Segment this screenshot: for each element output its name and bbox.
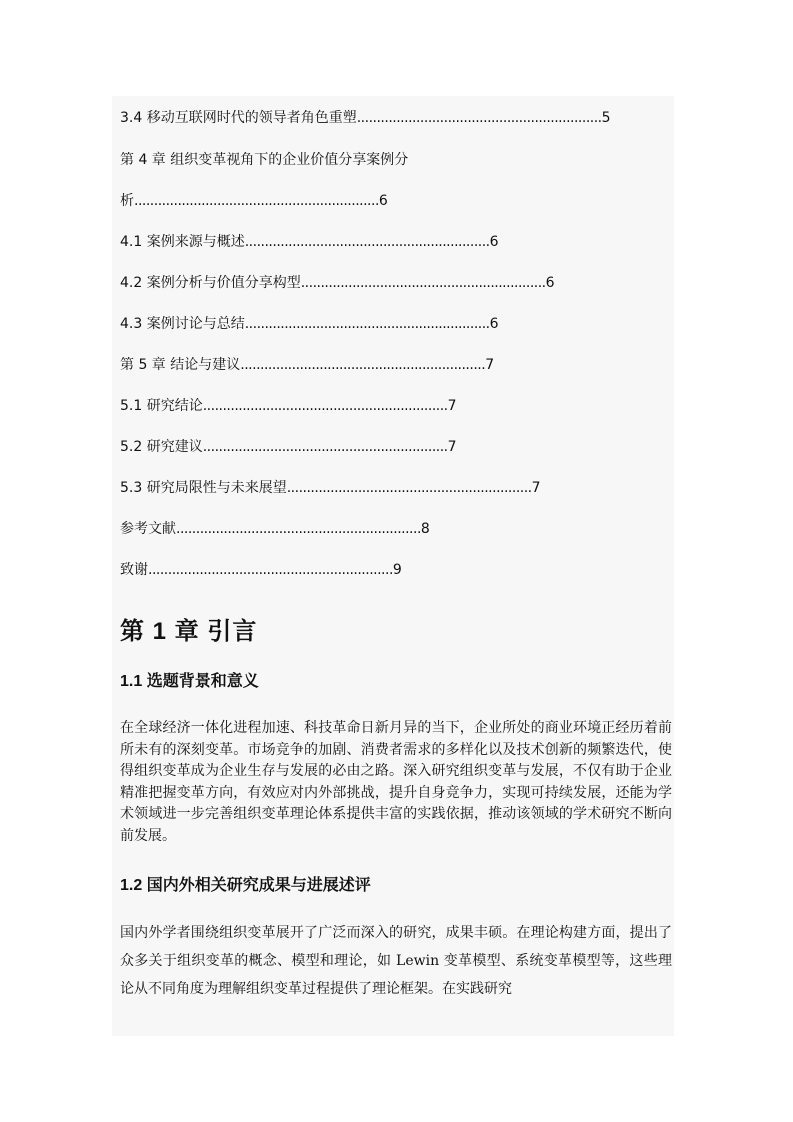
toc-entry-label: 5.2 研究建议 (120, 439, 203, 455)
toc-leader-dots: .............................................................. (202, 398, 448, 414)
toc-entry[interactable] (120, 355, 672, 375)
toc-page-number: 7 (447, 439, 457, 455)
toc-page-number: 6 (489, 234, 499, 250)
table-of-contents (120, 108, 672, 580)
toc-page-number: 6 (378, 193, 388, 209)
toc-page-number: 7 (531, 480, 541, 496)
toc-entry-label: 第 4 章 组织变革视角下的企业价值分享案例分 (120, 152, 409, 168)
document-body (120, 104, 672, 1003)
toc-leader-dots: .............................................................. (244, 234, 490, 250)
section-paragraph: 国内外学者围绕组织变革展开了广泛而深入的研究，成果丰硕。在理论构建方面，提出了众多关于组织变革的概念、模型和理论，如 Lewin 变革模型、系统变革模型等，这些理论从不同角度为理解组织变革过程提供了理论框架。在实践研究 (120, 925, 672, 997)
toc-page-number: 6 (545, 275, 555, 291)
toc-entry[interactable] (120, 396, 672, 416)
toc-leader-dots: .............................................................. (286, 480, 532, 496)
toc-entry-label: 5.3 研究局限性与未来展望 (120, 480, 287, 496)
toc-entry[interactable] (120, 560, 672, 580)
toc-leader-dots: .............................................................. (244, 316, 490, 332)
toc-leader-dots: .............................................................. (240, 357, 486, 373)
toc-leader-dots: .............................................................. (300, 275, 546, 291)
toc-entry[interactable] (120, 232, 672, 252)
toc-page-number: 8 (420, 521, 430, 537)
toc-page-number: 7 (485, 357, 495, 373)
toc-entry[interactable] (120, 273, 672, 293)
toc-leader-dots: .............................................................. (356, 110, 602, 126)
toc-entry-label: 4.2 案例分析与价值分享构型 (120, 275, 301, 291)
toc-entry-label: 4.1 案例来源与概述 (120, 234, 245, 250)
toc-leader-dots: .............................................................. (148, 562, 393, 578)
toc-entry[interactable] (120, 519, 672, 539)
toc-leader-dots: .............................................................. (202, 439, 448, 455)
toc-entry[interactable] (120, 191, 672, 211)
toc-entry[interactable] (120, 150, 672, 170)
toc-entry[interactable] (120, 314, 672, 334)
toc-leader-dots: .............................................................. (134, 193, 379, 209)
toc-entry-label: 第 5 章 结论与建议 (120, 357, 241, 373)
toc-page-number: 9 (392, 562, 402, 578)
toc-entry-label: 3.4 移动互联网时代的领导者角色重塑 (120, 110, 357, 126)
toc-entry[interactable] (120, 108, 672, 128)
toc-leader-dots: .............................................................. (176, 521, 421, 537)
toc-entry-label: 析 (120, 193, 134, 209)
toc-entry-label: 参考文献 (120, 521, 176, 537)
toc-entry[interactable] (120, 437, 672, 457)
toc-page-number: 7 (447, 398, 457, 414)
chapter-title: 第 1 章 引言 (120, 618, 258, 645)
toc-page-number: 5 (601, 110, 611, 126)
section-paragraph: 在全球经济一体化进程加速、科技革命日新月异的当下，企业所处的商业环境正经历着前所未有的深刻变革。市场竞争的加剧、消费者需求的多样化以及技术创新的频繁迭代，使得组织变革成为企业生存与发展的必由之路。深入研究组织变革与发展，不仅有助于企业精准把握变革方向，有效应对内外部挑战，提升自身竞争力，实现可持续发展，还能为学术领域进一步完善组织变革理论体系提供丰富的实践依据，推动该领域的学术研究不断向前发展。 (120, 720, 672, 844)
toc-entry-label: 4.3 案例讨论与总结 (120, 316, 245, 332)
toc-entry[interactable] (120, 478, 672, 498)
section-title: 1.1 选题背景和意义 (120, 673, 259, 690)
toc-entry-label: 5.1 研究结论 (120, 398, 203, 414)
toc-entry-label: 致谢 (120, 562, 148, 578)
section-title: 1.2 国内外相关研究成果与进展述评 (120, 877, 371, 894)
toc-page-number: 6 (489, 316, 499, 332)
